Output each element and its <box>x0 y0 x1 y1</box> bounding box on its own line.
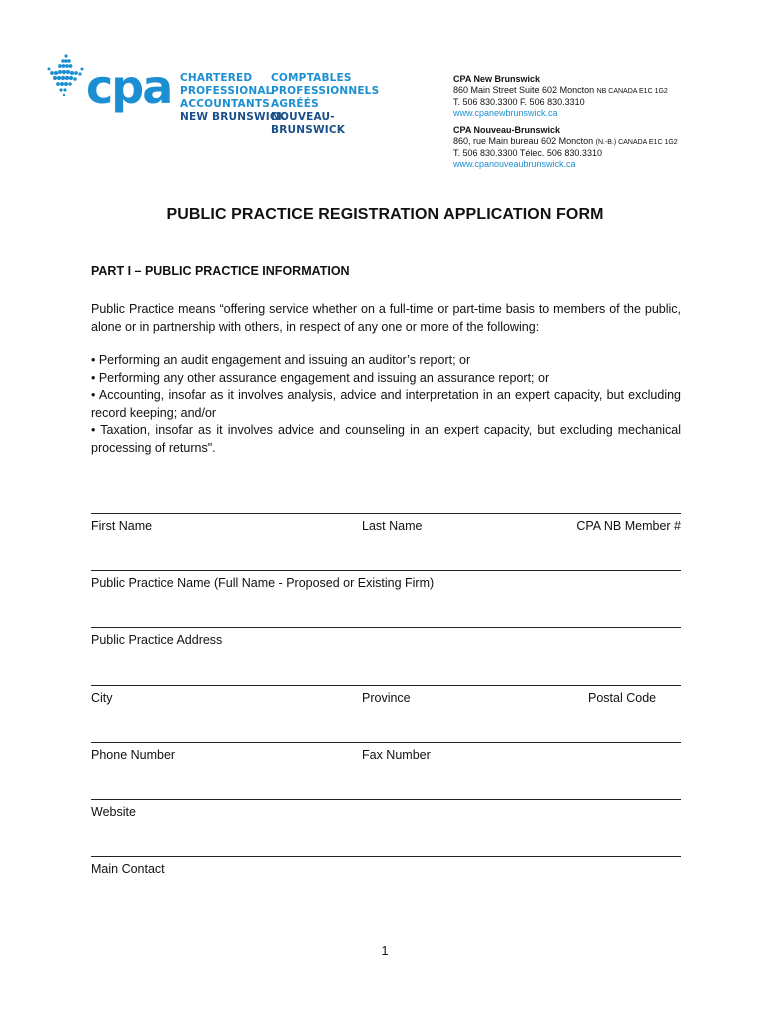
practice-name-row[interactable] <box>91 570 681 593</box>
list-item: • Accounting, insofar as it involves analysis, advice and interpretation in an expert capacity, but excluding record keeping; and/or <box>91 388 681 420</box>
website-label: Website <box>91 805 136 819</box>
list-item: • Taxation, insofar as it involves advice and counseling in an expert capacity, but excluding mechanical processing of returns". <box>91 423 681 455</box>
practice-address-label: Public Practice Address <box>91 633 223 647</box>
postal-code-label: Postal Code <box>588 691 657 705</box>
city-label: City <box>91 691 113 705</box>
practice-name-label: Public Practice Name (Full Name - Proposed or Existing Firm) <box>91 576 435 590</box>
intro-paragraph: Public Practice means “offering service whether on a full-time or part-time basis to members of the public, alone or in partnership with others, in respect of any one or more of the following: <box>91 302 681 334</box>
website-row[interactable] <box>91 799 681 822</box>
address-line: 860, rue Main bureau 602 Moncton (N.-B.) CANADA E1C 1G2 <box>453 136 678 146</box>
maple-leaf-dots-icon <box>44 52 92 114</box>
website-link[interactable]: www.cpanouveaubrunswick.ca <box>453 159 576 169</box>
website-link[interactable]: www.cpanewbrunswick.ca <box>453 108 558 118</box>
phone-label: Phone Number <box>91 748 176 762</box>
address-line: 860 Main Street Suite 602 Moncton NB CANADA E1C 1G2 <box>453 85 668 95</box>
practice-address-row[interactable] <box>91 627 681 650</box>
org-name: CPA Nouveau-Brunswick <box>453 125 561 135</box>
last-name-label: Last Name <box>362 519 423 533</box>
contact-block-english <box>453 74 668 119</box>
phone-line: T. 506 830.3300 Télec. 506 830.3310 <box>453 148 602 158</box>
org-name: CPA New Brunswick <box>453 74 541 84</box>
cpa-logo <box>44 52 404 136</box>
logo-french-text: COMPTABLES PROFESSIONNELS AGRÉÉS NOUVEAU-BRUNSWICK <box>271 72 380 136</box>
bullet-list <box>91 352 681 457</box>
list-item: • Performing an audit engagement and issuing an auditor’s report; or <box>91 353 471 367</box>
list-item: • Performing any other assurance engagement and issuing an assurance report; or <box>91 370 550 385</box>
first-name-label: First Name <box>91 519 153 533</box>
main-contact-label: Main Contact <box>91 862 165 876</box>
fax-label: Fax Number <box>362 748 431 762</box>
part-heading: PART I – PUBLIC PRACTICE INFORMATION <box>91 264 350 278</box>
logo-wordmark: cpa <box>86 60 172 114</box>
member-number-label: CPA NB Member # <box>576 519 681 533</box>
province-label: Province <box>362 691 411 705</box>
logo-english-text: CHARTERED PROFESSIONAL ACCOUNTANTS NEW BRUNSWICK <box>180 72 287 123</box>
main-contact-row[interactable] <box>91 856 681 879</box>
name-row[interactable] <box>91 513 681 536</box>
form-title: PUBLIC PRACTICE REGISTRATION APPLICATION FORM <box>166 206 604 223</box>
phone-line: T. 506 830.3300 F. 506 830.3310 <box>453 97 585 107</box>
city-row[interactable] <box>91 685 681 708</box>
contact-block-french <box>453 125 678 170</box>
phone-row[interactable] <box>91 742 681 765</box>
page-number: 1 <box>381 944 389 958</box>
